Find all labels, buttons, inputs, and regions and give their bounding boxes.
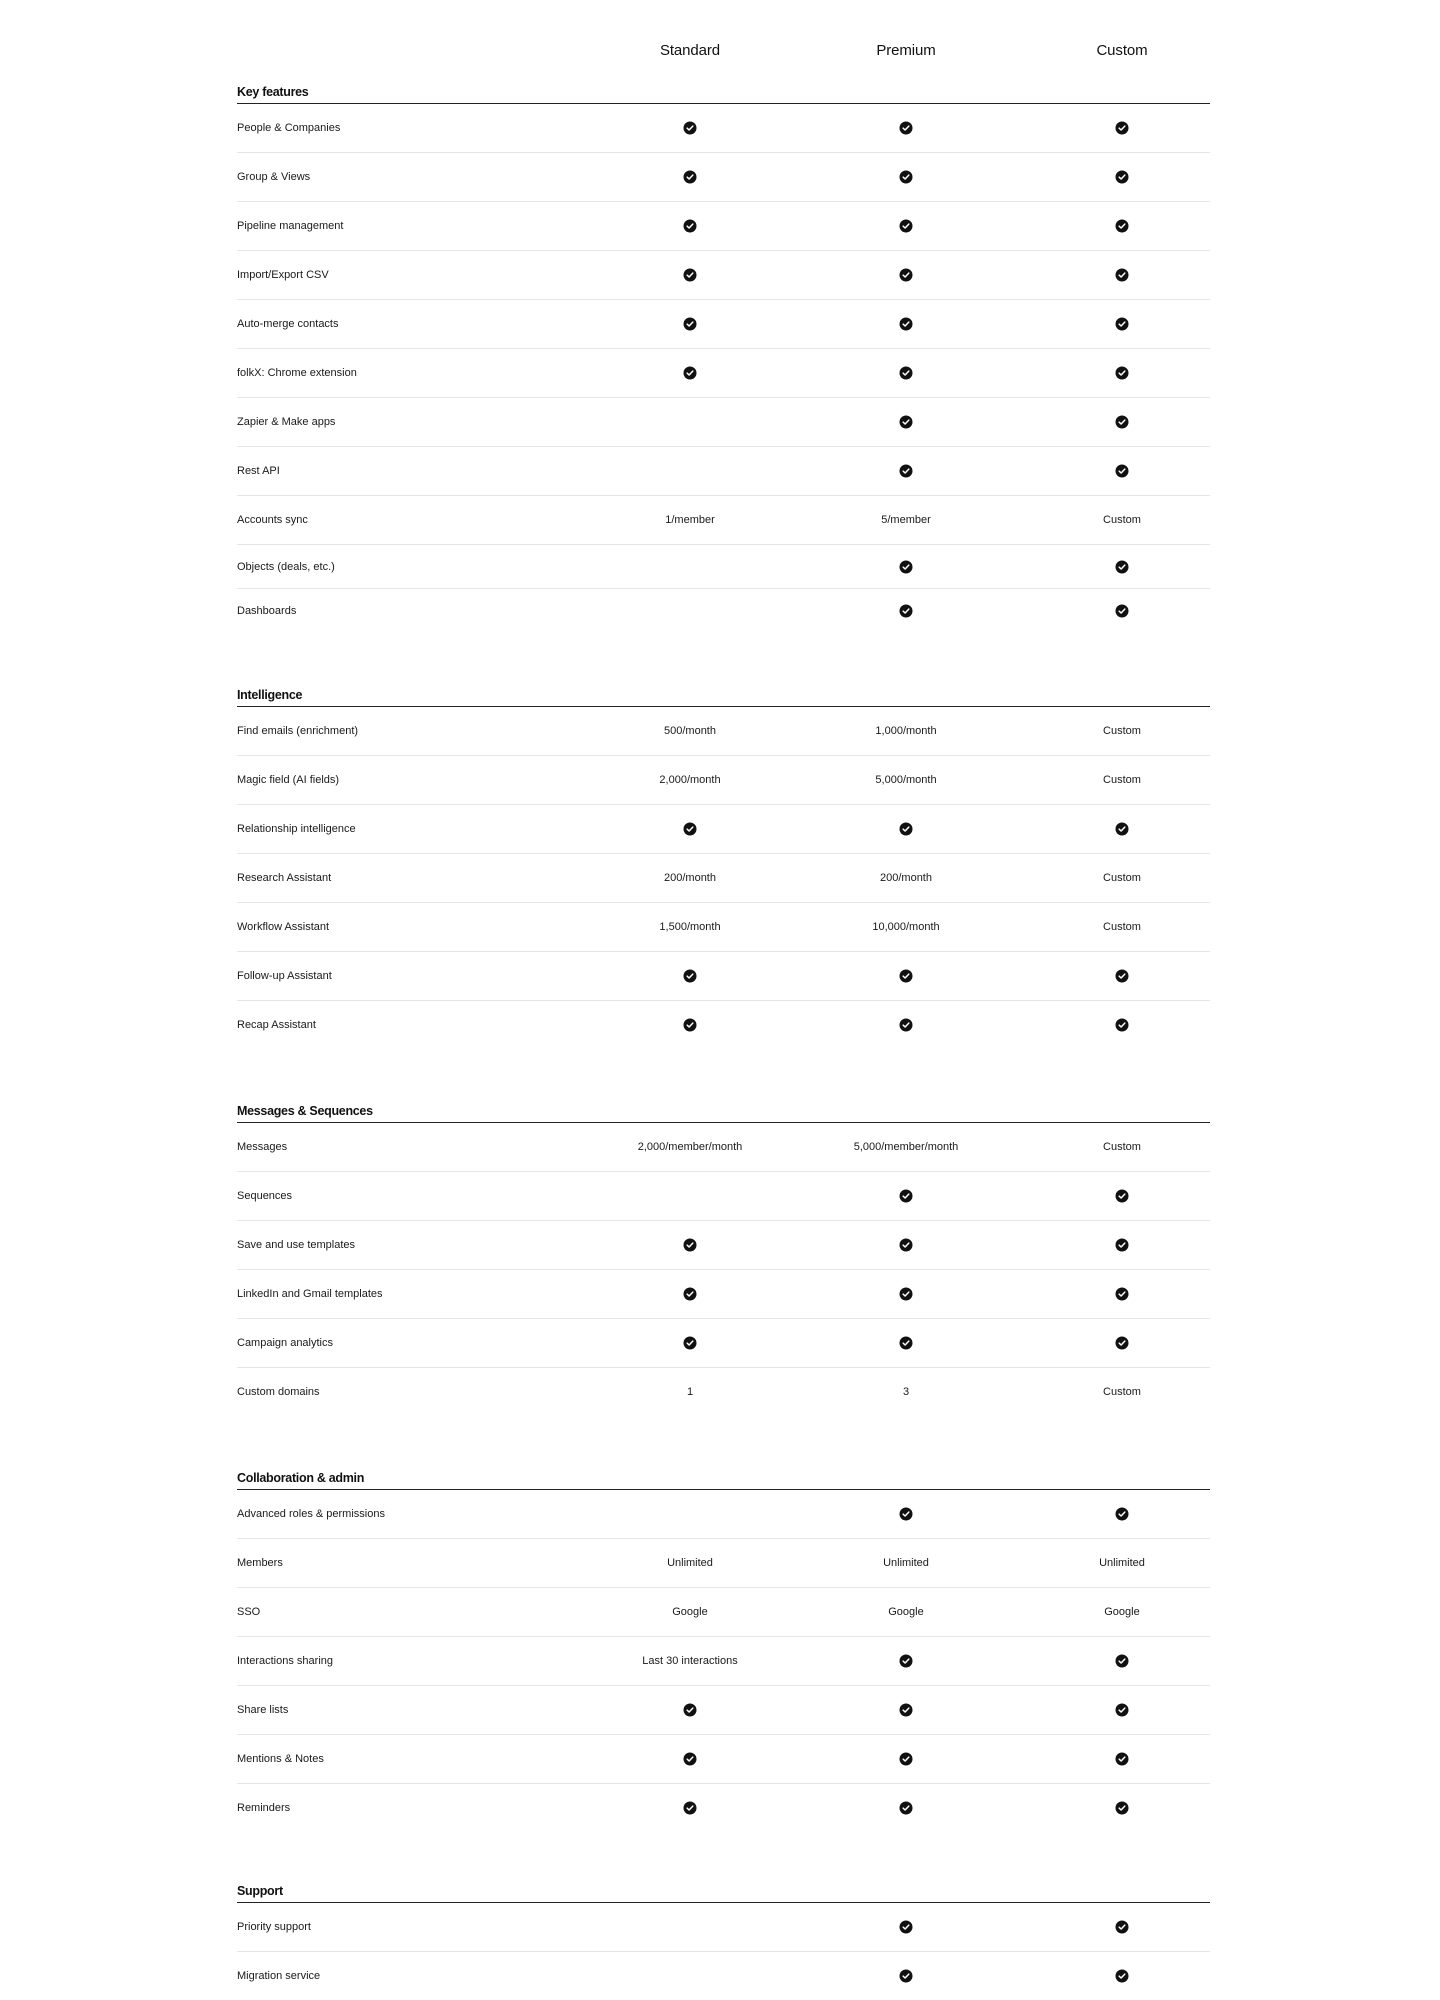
cell-standard [582,774,798,786]
cell-standard [582,1703,798,1717]
feature-row [237,1588,1210,1637]
check-circle-icon [1115,415,1129,429]
cell-custom [1014,1969,1230,1983]
feature-row [237,545,1210,589]
cell-custom [1014,1557,1230,1569]
check-circle-icon [683,1018,697,1032]
plan-name-standard: Standard [659,41,721,59]
check-circle-icon [1115,1703,1129,1717]
feature-row [237,707,1210,756]
section-title: Collaboration & admin [237,1471,365,1485]
cell-custom [1014,822,1230,836]
cell-custom [1014,872,1230,884]
feature-section [237,1104,1210,1416]
cell-value: Google [672,1606,708,1618]
cell-standard [582,1018,798,1032]
feature-row [237,300,1210,349]
cell-value: Custom [1103,774,1141,786]
check-circle-icon [1115,969,1129,983]
cell-custom [1014,1141,1230,1153]
feature-label: Mentions & Notes [237,1753,324,1765]
check-circle-icon [899,1287,913,1301]
feature-row [237,1368,1210,1416]
feature-row [237,1637,1210,1686]
feature-label: Interactions sharing [237,1655,333,1667]
feature-label: Advanced roles & permissions [237,1508,385,1520]
section-title: Support [237,1884,283,1898]
feature-row [237,756,1210,805]
feature-label: Campaign analytics [237,1337,333,1349]
cell-premium [798,1386,1014,1398]
feature-label: Save and use templates [237,1239,356,1251]
feature-label: Migration service [237,1970,321,1982]
check-circle-icon [683,121,697,135]
check-circle-icon [683,1287,697,1301]
cell-standard [582,1606,798,1618]
cell-premium [798,1969,1014,1983]
feature-row [237,398,1210,447]
cell-value: Custom [1103,921,1141,933]
feature-label: LinkedIn and Gmail templates [237,1288,383,1300]
cell-value: 2,000/month [659,774,721,786]
plan-name-premium: Premium [876,41,936,59]
feature-row [237,805,1210,854]
feature-section [237,1471,1210,1832]
cell-premium [798,415,1014,429]
feature-row [237,104,1210,153]
check-circle-icon [683,317,697,331]
cell-value: Unlimited [883,1557,929,1569]
cell-value: Google [1104,1606,1140,1618]
cell-custom [1014,514,1230,526]
cell-value: 5/member [881,514,931,526]
cell-premium [798,1336,1014,1350]
check-circle-icon [1115,268,1129,282]
plan-name-custom: Custom [1096,41,1148,59]
cell-premium [798,170,1014,184]
cell-standard [582,1141,798,1153]
cell-custom [1014,969,1230,983]
cell-premium [798,1654,1014,1668]
cell-custom [1014,1920,1230,1934]
feature-row [237,202,1210,251]
feature-row [237,447,1210,496]
check-circle-icon [1115,317,1129,331]
feature-row [237,589,1210,632]
feature-row [237,1490,1210,1539]
cell-custom [1014,1606,1230,1618]
check-circle-icon [899,464,913,478]
check-circle-icon [899,604,913,618]
cell-premium [798,604,1014,618]
cell-premium [798,464,1014,478]
cell-value: 200/month [664,872,716,884]
cell-standard [582,725,798,737]
feature-label: Objects (deals, etc.) [237,560,335,573]
cell-premium [798,1752,1014,1766]
cell-value: Custom [1103,514,1141,526]
cell-value: 500/month [664,725,716,737]
feature-row [237,1319,1210,1368]
check-circle-icon [1115,1801,1129,1815]
check-circle-icon [1115,1018,1129,1032]
feature-label: Auto-merge contacts [237,318,339,330]
check-circle-icon [899,219,913,233]
cell-custom [1014,1752,1230,1766]
check-circle-icon [899,415,913,429]
check-circle-icon [683,969,697,983]
feature-section [237,688,1210,1049]
cell-standard [582,1801,798,1815]
cell-standard [582,1238,798,1252]
check-circle-icon [1115,1189,1129,1203]
cell-premium [798,268,1014,282]
cell-custom [1014,1336,1230,1350]
feature-row [237,903,1210,952]
check-circle-icon [899,1654,913,1668]
feature-row [237,251,1210,300]
check-circle-icon [1115,1507,1129,1521]
cell-custom [1014,1386,1230,1398]
cell-custom [1014,1018,1230,1032]
feature-label: Priority support [237,1921,311,1933]
section-title: Messages & Sequences [237,1104,373,1118]
check-circle-icon [683,1336,697,1350]
feature-row [237,496,1210,545]
cell-custom [1014,1189,1230,1203]
cell-custom [1014,1238,1230,1252]
feature-row [237,1784,1210,1832]
feature-label: Workflow Assistant [237,921,330,933]
check-circle-icon [1115,170,1129,184]
cell-custom [1014,170,1230,184]
cell-premium [798,1238,1014,1252]
cell-standard [582,822,798,836]
check-circle-icon [899,317,913,331]
cell-premium [798,872,1014,884]
feature-row [237,1952,1210,2000]
feature-label: Group & Views [237,171,311,183]
cell-standard [582,921,798,933]
feature-label: Custom domains [237,1386,320,1398]
cell-value: Last 30 interactions [642,1655,738,1667]
feature-label: People & Companies [237,122,341,134]
check-circle-icon [899,1703,913,1717]
feature-label: Rest API [237,465,280,477]
check-circle-icon [683,822,697,836]
cell-standard [582,1752,798,1766]
check-circle-icon [1115,1238,1129,1252]
cell-custom [1014,1703,1230,1717]
section-title: Key features [237,85,309,99]
cell-custom [1014,774,1230,786]
feature-label: Recap Assistant [237,1019,316,1031]
cell-custom [1014,1654,1230,1668]
cell-premium [798,1606,1014,1618]
cell-standard [582,219,798,233]
cell-standard [582,1655,798,1667]
cell-premium [798,1801,1014,1815]
check-circle-icon [683,170,697,184]
cell-value: 2,000/member/month [637,1141,743,1153]
feature-row [237,1686,1210,1735]
cell-standard [582,317,798,331]
cell-custom [1014,604,1230,618]
check-circle-icon [1115,560,1129,574]
cell-custom [1014,1801,1230,1815]
cell-standard [582,1386,798,1398]
cell-premium [798,1507,1014,1521]
cell-standard [582,268,798,282]
feature-row [237,349,1210,398]
check-circle-icon [899,1801,913,1815]
cell-custom [1014,317,1230,331]
cell-value: 1 [686,1386,694,1398]
check-circle-icon [683,366,697,380]
feature-row [237,1903,1210,1952]
cell-premium [798,969,1014,983]
feature-row [237,1001,1210,1049]
check-circle-icon [683,1238,697,1252]
check-circle-icon [1115,822,1129,836]
cell-custom [1014,464,1230,478]
check-circle-icon [1115,366,1129,380]
cell-value: Google [888,1606,924,1618]
cell-value: 1,000/month [875,725,937,737]
cell-custom [1014,725,1230,737]
feature-row [237,1172,1210,1221]
feature-row [237,1539,1210,1588]
cell-custom [1014,1507,1230,1521]
feature-label: Import/Export CSV [237,269,329,281]
check-circle-icon [1115,121,1129,135]
check-circle-icon [683,219,697,233]
cell-standard [582,1557,798,1569]
cell-standard [582,514,798,526]
feature-label: SSO [237,1606,261,1618]
cell-standard [582,969,798,983]
feature-label: folkX: Chrome extension [237,367,357,379]
feature-label: Messages [237,1141,288,1153]
feature-section [237,85,1210,632]
cell-premium [798,725,1014,737]
cell-standard [582,1336,798,1350]
cell-premium [798,560,1014,574]
cell-value: Custom [1103,1141,1141,1153]
feature-label: Research Assistant [237,872,332,884]
check-circle-icon [899,1752,913,1766]
feature-label: Members [237,1557,283,1569]
plan-comparison-table [237,0,1210,2000]
feature-row [237,1123,1210,1172]
check-circle-icon [899,1969,913,1983]
check-circle-icon [1115,464,1129,478]
check-circle-icon [899,1920,913,1934]
cell-standard [582,121,798,135]
check-circle-icon [899,366,913,380]
check-circle-icon [899,1238,913,1252]
cell-premium [798,1703,1014,1717]
check-circle-icon [683,268,697,282]
check-circle-icon [1115,1920,1129,1934]
feature-label: Dashboards [237,604,297,617]
check-circle-icon [899,170,913,184]
check-circle-icon [899,1018,913,1032]
check-circle-icon [899,121,913,135]
cell-premium [798,1018,1014,1032]
cell-premium [798,219,1014,233]
cell-premium [798,317,1014,331]
cell-custom [1014,268,1230,282]
feature-label: Accounts sync [237,514,308,526]
check-circle-icon [683,1703,697,1717]
cell-value: 5,000/month [875,774,937,786]
check-circle-icon [899,1189,913,1203]
cell-value: 1/member [665,514,715,526]
cell-premium [798,121,1014,135]
cell-value: 200/month [880,872,932,884]
cell-premium [798,921,1014,933]
feature-row [237,1735,1210,1784]
check-circle-icon [1115,1287,1129,1301]
cell-custom [1014,121,1230,135]
cell-value: 5,000/member/month [853,1141,959,1153]
check-circle-icon [899,560,913,574]
cell-premium [798,774,1014,786]
cell-premium [798,1141,1014,1153]
cell-value: 10,000/month [872,921,940,933]
cell-standard [582,366,798,380]
feature-row [237,1221,1210,1270]
feature-label: Find emails (enrichment) [237,725,359,737]
cell-custom [1014,219,1230,233]
check-circle-icon [899,1336,913,1350]
cell-standard [582,872,798,884]
feature-label: Zapier & Make apps [237,416,336,428]
feature-label: Pipeline management [237,220,344,232]
sections-container [237,85,1210,2000]
cell-premium [798,366,1014,380]
feature-row [237,854,1210,903]
feature-label: Follow-up Assistant [237,970,332,982]
cell-custom [1014,921,1230,933]
check-circle-icon [1115,604,1129,618]
cell-custom [1014,560,1230,574]
check-circle-icon [1115,1752,1129,1766]
feature-row [237,952,1210,1001]
feature-row [237,153,1210,202]
cell-premium [798,1920,1014,1934]
feature-label: Magic field (AI fields) [237,774,340,786]
check-circle-icon [683,1801,697,1815]
cell-value: Custom [1103,872,1141,884]
check-circle-icon [899,1507,913,1521]
feature-label: Sequences [237,1190,293,1202]
check-circle-icon [1115,219,1129,233]
feature-label: Share lists [237,1704,289,1716]
check-circle-icon [899,822,913,836]
check-circle-icon [1115,1336,1129,1350]
check-circle-icon [683,1752,697,1766]
cell-custom [1014,1287,1230,1301]
cell-standard [582,1287,798,1301]
cell-custom [1014,366,1230,380]
cell-premium [798,822,1014,836]
feature-label: Reminders [237,1802,291,1814]
cell-premium [798,1557,1014,1569]
check-circle-icon [899,268,913,282]
check-circle-icon [899,969,913,983]
cell-value: Unlimited [1099,1557,1145,1569]
cell-value: 1,500/month [659,921,721,933]
check-circle-icon [1115,1654,1129,1668]
cell-premium [798,1189,1014,1203]
feature-label: Relationship intelligence [237,823,356,835]
cell-premium [798,514,1014,526]
section-title: Intelligence [237,688,303,702]
cell-value: Custom [1103,1386,1141,1398]
feature-section [237,1884,1210,2000]
cell-value: Unlimited [667,1557,713,1569]
cell-premium [798,1287,1014,1301]
check-circle-icon [1115,1969,1129,1983]
cell-standard [582,170,798,184]
cell-value: 3 [902,1386,910,1398]
cell-custom [1014,415,1230,429]
feature-row [237,1270,1210,1319]
cell-value: Custom [1103,725,1141,737]
